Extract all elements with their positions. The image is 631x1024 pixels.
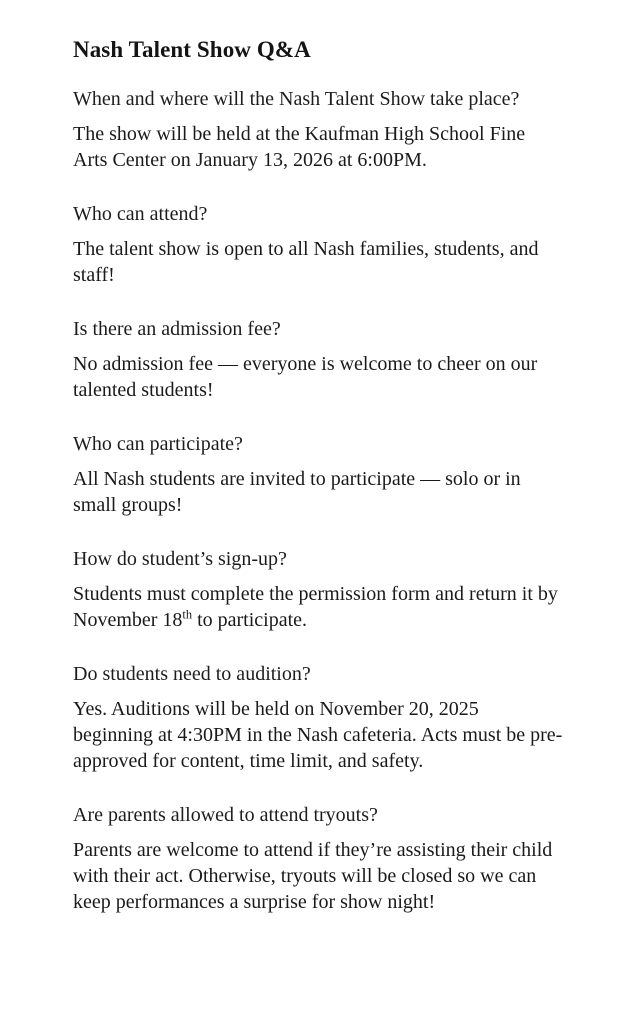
qa-answer: No admission fee — everyone is welcome to cheer on our talented students! xyxy=(73,353,538,401)
qa-answer: The show will be held at the Kaufman High School Fine Arts Center on January 13, 2026 at 6:00PM. xyxy=(73,123,526,171)
qa-question: Are parents allowed to attend tryouts? xyxy=(73,804,378,826)
qa-block xyxy=(73,661,563,774)
qa-question: Is there an admission fee? xyxy=(73,318,281,340)
qa-answer: The talent show is open to all Nash families, students, and staff! xyxy=(73,238,539,286)
qa-block xyxy=(73,546,558,633)
qa-question: Do students need to audition? xyxy=(73,663,311,685)
qa-block xyxy=(73,86,558,173)
qa-question: Who can attend? xyxy=(73,203,208,225)
qa-question: Who can participate? xyxy=(73,433,243,455)
qa-answer: All Nash students are invited to participate — solo or in small groups! xyxy=(73,468,521,516)
qa-answer: Yes. Auditions will be held on November 20, 2025 beginning at 4:30PM in the Nash cafeteria. Acts must be pre-approved for content, time limit, and safety. xyxy=(73,698,563,772)
qa-block xyxy=(73,316,558,403)
qa-question: When and where will the Nash Talent Show take place? xyxy=(73,88,520,110)
qa-answer: Parents are welcome to attend if they’re assisting their child with their act. Otherwise, tryouts will be closed so we can keep performances a surprise for show night! xyxy=(73,839,553,913)
qa-block xyxy=(73,431,558,518)
page-title: Nash Talent Show Q&A xyxy=(73,37,311,62)
qa-answer xyxy=(73,581,563,633)
qa-list xyxy=(73,86,563,915)
ordinal-superscript: th xyxy=(182,607,193,622)
qa-block xyxy=(73,802,558,915)
qa-answer-text-before: Students must complete the permission form and return it by November 18 xyxy=(73,583,558,631)
qa-answer-text-after: to participate. xyxy=(192,609,308,631)
qa-question: How do student’s sign-up? xyxy=(73,548,287,570)
qa-block xyxy=(73,201,558,288)
